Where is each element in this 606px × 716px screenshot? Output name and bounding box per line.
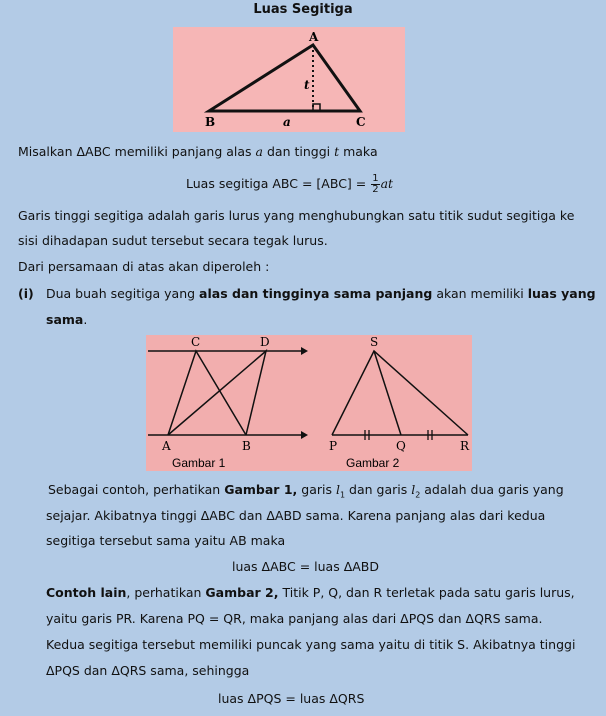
g1-label-a: A — [162, 439, 171, 453]
label-height: t — [304, 78, 310, 92]
gambar-figure — [146, 335, 472, 471]
label-b-vertex: B — [205, 115, 216, 129]
g1-caption: Gambar 1 — [172, 456, 226, 470]
point-i-number: (i) — [18, 286, 34, 301]
formula-luas-segitiga: Luas segitiga ABC = [ABC] = $\frac{1}{2}$ at — [186, 173, 394, 195]
g2-label-s: S — [370, 335, 379, 349]
g2-label-q: Q — [396, 439, 406, 453]
g1-label-b: B — [242, 439, 251, 453]
label-c-vertex: C — [356, 115, 366, 129]
example2-line1: Contoh lain, perhatikan Gambar 2, Titik P, Q, dan R terletak pada satu garis lurus, — [46, 585, 575, 600]
example2-line2: yaitu garis PR. Karena PQ = QR, maka panjang alas dari ΔPQS dan ΔQRS sama. — [46, 611, 543, 626]
example1-line2: sejajar. Akibatnya tinggi ΔABC dan ΔABD sama. Karena panjang alas dari kedua — [46, 508, 546, 523]
triangle-psr — [332, 351, 468, 435]
g1-label-c: C — [191, 335, 201, 349]
g2-label-r: R — [460, 439, 470, 453]
label-base: a — [283, 115, 291, 129]
example1-line3: segitiga tersebut sama yaitu AB maka — [46, 533, 286, 548]
triangle-abc — [209, 45, 360, 111]
point-i-text-2: sama. — [46, 312, 88, 327]
g2-caption: Gambar 2 — [346, 456, 400, 470]
g1-label-d: D — [260, 335, 270, 349]
example2-line3: Kedua segitiga tersebut memiliki puncak yang sama yaitu di titik S. Akibatnya tinggi — [46, 637, 576, 652]
para-garis-tinggi-2: sisi dihadapan sudut tersebut secara tegak lurus. — [18, 233, 328, 248]
triangle-abc-figure — [173, 27, 405, 132]
point-i-text: Dua buah segitiga yang alas dan tingginya sama panjang akan memiliki luas yang — [46, 286, 596, 301]
intro-text: Misalkan ΔABC memiliki panjang alas a dan tinggi t maka — [18, 144, 378, 159]
formula-luas-abc-abd: luas ΔABC = luas ΔABD — [232, 559, 379, 574]
page-title: Luas Segitiga — [253, 2, 353, 17]
g2-label-p: P — [329, 439, 338, 453]
para-diperoleh: Dari persamaan di atas akan diperoleh : — [18, 259, 270, 274]
formula-luas-pqs-qrs: luas ΔPQS = luas ΔQRS — [218, 691, 365, 706]
label-a-vertex: A — [309, 30, 319, 44]
triangle-abc-g1 — [168, 351, 246, 435]
example1-line1: Sebagai contoh, perhatikan Gambar 1, garis $l_1$ dan garis $l_2$ adalah dua garis yang — [48, 482, 564, 500]
para-garis-tinggi-1: Garis tinggi segitiga adalah garis lurus yang menghubungkan satu titik sudut segitiga ke — [18, 208, 575, 223]
example2-line4: ΔPQS dan ΔQRS sama, sehingga — [46, 663, 250, 678]
